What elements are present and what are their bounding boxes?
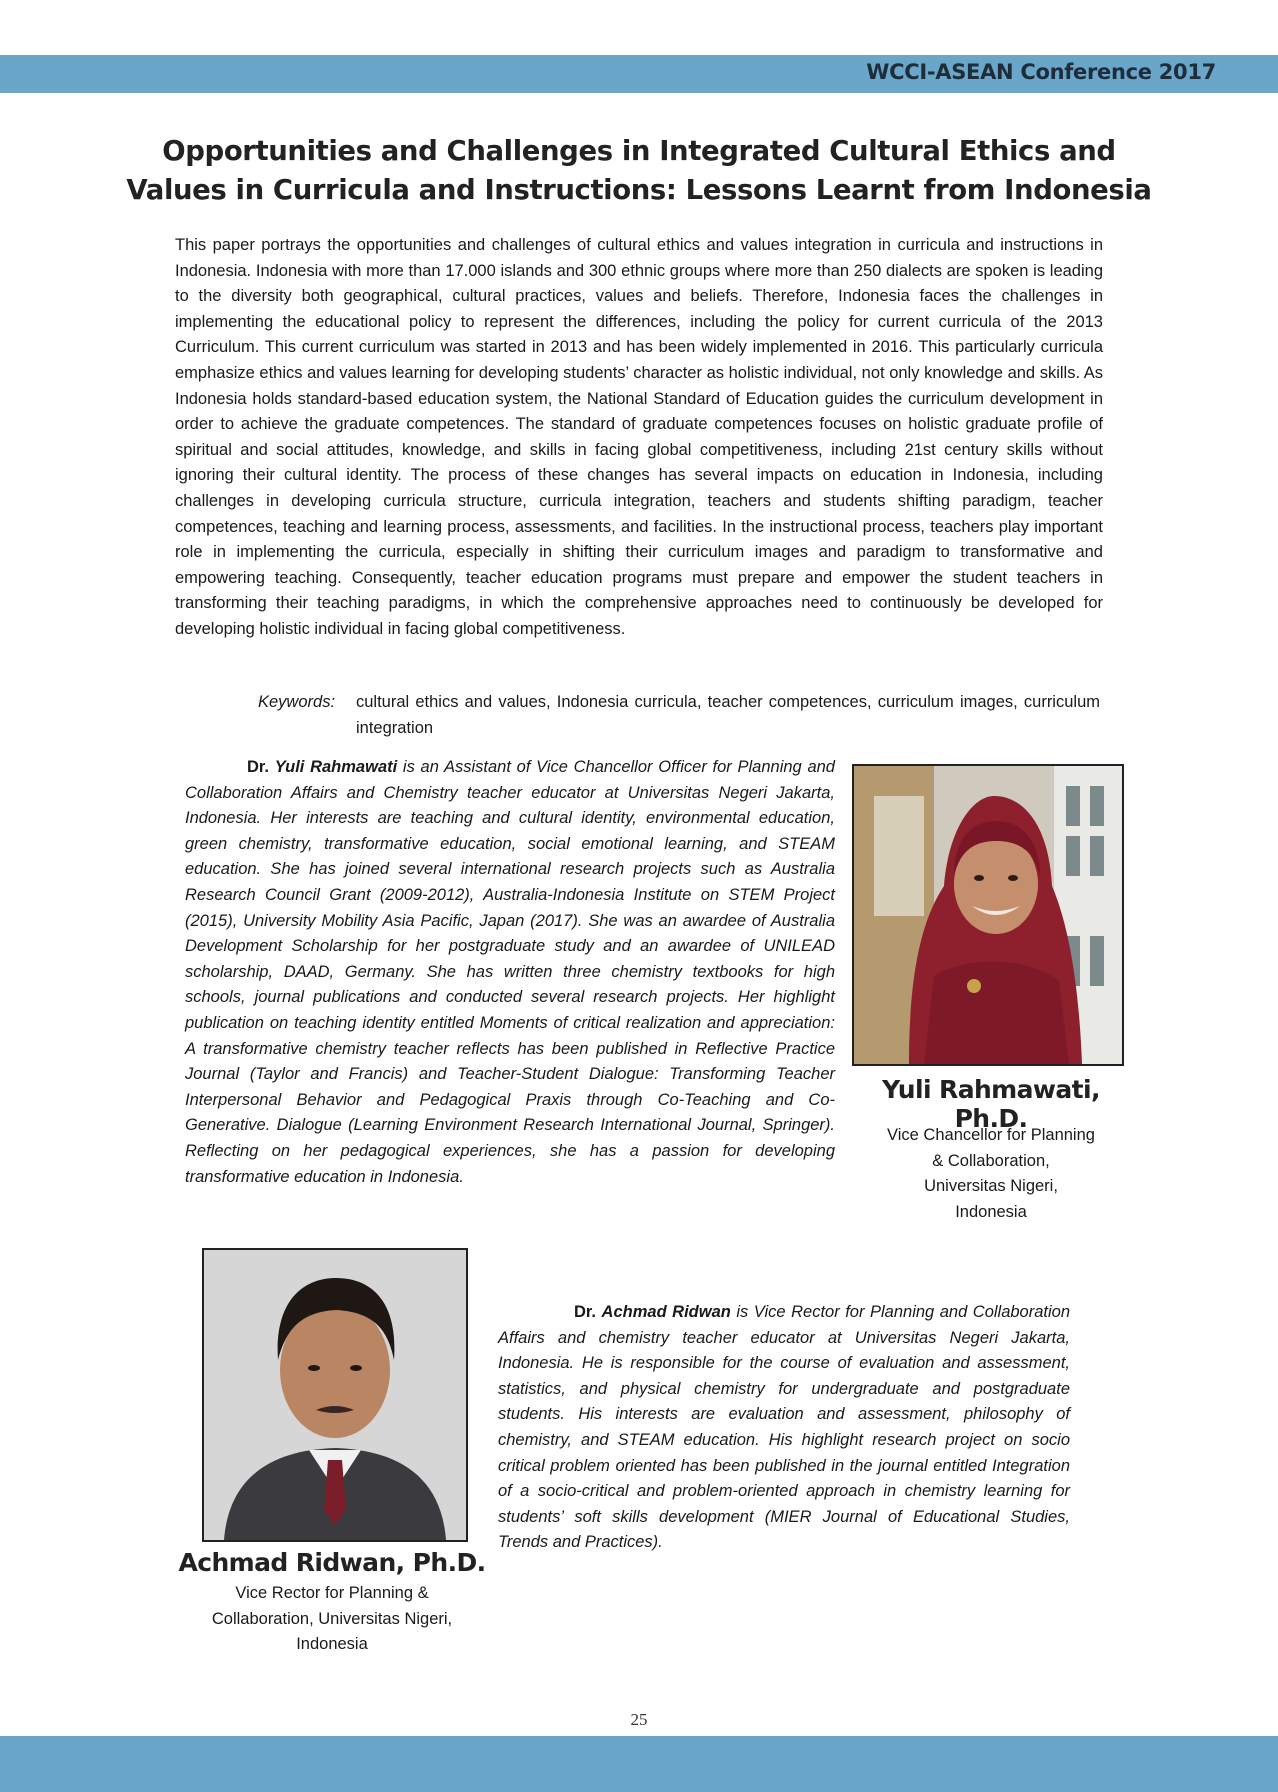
title-line-1: Opportunities and Challenges in Integrated Cultural Ethics and <box>162 135 1116 167</box>
aff-1-line-3: Universitas Nigeri, <box>924 1177 1058 1196</box>
author-affiliation-2 <box>172 1581 492 1658</box>
footer-bar <box>0 1736 1278 1792</box>
title-line-2: Values in Curricula and Instructions: Lessons Learnt from Indonesia <box>126 174 1152 206</box>
paper-title <box>110 132 1168 210</box>
aff-2-line-1: Vice Rector for Planning & <box>235 1584 429 1602</box>
author-bio-2 <box>498 1300 1070 1556</box>
bio-2-name: Achmad Ridwan <box>601 1303 731 1321</box>
keywords <box>258 690 1103 741</box>
aff-1-line-1: Vice Chancellor for Planning <box>887 1126 1095 1144</box>
keywords-text: cultural ethics and values, Indonesia curricula, teacher competences, curriculum images, curriculum integration <box>356 693 1100 737</box>
aff-2-line-2: Collaboration, Universitas Nigeri, <box>211 1609 453 1628</box>
bio-1-name: Yuli Rahmawati <box>274 758 398 776</box>
author-bio-1 <box>185 755 835 1190</box>
author-affiliation-1 <box>846 1123 1136 1225</box>
aff-1-line-4: Indonesia <box>955 1202 1027 1221</box>
header-bar <box>0 55 1278 93</box>
bio-1-prefix: Dr. <box>247 758 270 776</box>
page-number: 25 <box>630 1710 648 1729</box>
abstract: This paper portrays the opportunities and challenges of cultural ethics and values integration in curricula and instructions in Indonesia. Indonesia with more than 17.000 islands and 300 ethnic groups where more than 250 dialects are spoken is leading to the diversity both geographical, cultural practices, values and beliefs. Therefore, Indonesia faces the challenges in implementing the educational policy to represent the differences, including the policy for current curricula of the 2013 Curriculum. This current curriculum was started in 2013 and has been widely implemented in 2016. This particularly curricula emphasize ethics and values learning for developing students’ character as holistic individual, not only knowledge and skills. As Indonesia holds standard-based education system, the National Standard of Education guides the curriculum development in order to achieve the graduate competences. The standard of graduate competences focuses on holistic graduate profile of spiritual and social attitudes, knowledge, and skills in facing global competitiveness, including 21st century skills without ignoring their cultural identity. The process of these changes has several impacts on education in Indonesia, including challenges in developing curricula structure, curricula integration, teachers and students shifting paradigm, teacher competences, teaching and learning process, assessments, and facilities. In the instructional process, teachers play important role in implementing the curricula, especially in shifting their curriculum images and paradigm to transformative and empowering teaching. Consequently, teacher education programs must prepare and empower the student teachers in transforming their teaching paradigms, in which the comprehensive approaches need to continuously be developed for developing holistic individual in facing global competitiveness. <box>175 236 1103 638</box>
bio-2-text: is Vice Rector for Planning and Collaboration Affairs and chemistry teacher educator at Universitas Negeri Jakarta, Indonesia. He is responsible for the course of evaluation and assessment, statistics, and physical chemistry for undergraduate and postgraduate students. His interests are evaluation and assessment, philosophy of chemistry, and STEAM education. His highlight research project on socio critical problem oriented has been published in the journal entitled Integration of a socio-critical and problem-oriented approach in chemistry learning for students’ soft skills development (MIER Journal of Educational Studies, Trends and Practices). <box>498 1303 1071 1552</box>
bio-1-text: is an Assistant of Vice Chancellor Officer for Planning and Collaboration Affairs and Chemistry teacher educator at Universitas Negeri Jakarta, Indonesia. Her interests are teaching and cultural identity, environmental education, green chemistry, transformative education, social emotional learning, and STEAM education. She has joined several international research projects such as Australia Research Council Grant (2009-2012), Australia-Indonesia Institute on STEM Project (2015), University Mobility Asia Pacific, Japan (2017). She was an awardee of Australia Development Scholarship for her postgraduate study and an awardee of UNILEAD scholarship, DAAD, Germany. She has written three chemistry textbooks for high schools, journal publications and conducted several research projects. Her highlight publication on teaching identity entitled Moments of critical realization and appreciation: A transformative chemistry teacher reflects has been published in Reflective Practice Journal (Taylor and Francis) and Teacher-Student Dialogue: Transforming Teacher Interpersonal Behavior and Pedagogical Praxis through Co-Teaching and Co-Generative. Dialogue (Learning Environment Research International Journal, Springer). Reflecting on her pedagogical experiences, she has a passion for developing transformative education in Indonesia. <box>185 758 835 1186</box>
bio-2-prefix: Dr. <box>574 1303 597 1321</box>
author-photo-2 <box>202 1248 468 1542</box>
aff-1-line-2: & Collaboration, <box>932 1151 1050 1170</box>
author-photo-1 <box>852 764 1124 1066</box>
author-name-2: Achmad Ridwan, Ph.D. <box>178 1548 486 1577</box>
author-name-1: Yuli Rahmawati, Ph.D. <box>882 1075 1100 1133</box>
conference-name: WCCI-ASEAN Conference 2017 <box>866 60 1216 84</box>
keywords-label: Keywords: <box>258 693 336 711</box>
aff-2-line-3: Indonesia <box>296 1635 368 1654</box>
